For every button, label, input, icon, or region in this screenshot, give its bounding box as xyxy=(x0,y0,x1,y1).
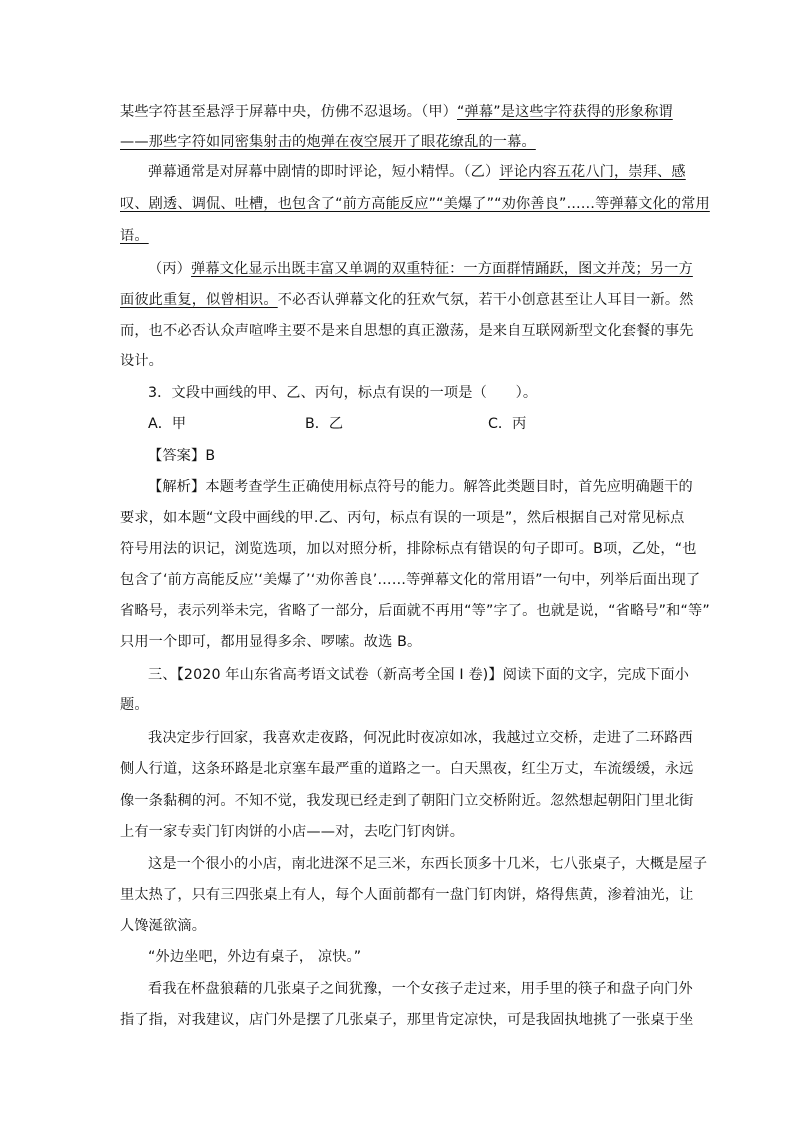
option-c: C．丙 xyxy=(488,416,527,432)
passage2-line-3: 像一条黏稠的河。不知不觉，我发现已经走到了朝阳门立交桥附近。忽然想起朝阳门里北街 xyxy=(120,793,694,809)
analysis-line-5: 省略号，表示列举未完，省略了一部分，后面就不再用“等”字了。也就是说，“省略号”和“等” xyxy=(120,603,710,619)
passage1-line-1 xyxy=(120,101,680,123)
passage1-text: 不必否认弹幕文化的狂欢气氛，若干小创意甚至让人耳目一新。然 xyxy=(277,292,694,308)
analysis-line-6: 只用一个即可，都用显得多余、啰嗦。故选 B。 xyxy=(120,634,422,650)
option-b: B．乙 xyxy=(305,416,344,432)
analysis-line-4: 包含了‘前方高能反应’‘美爆了’‘劝你善良’……等弹幕文化的常用语”一句中，列举后面出现了 xyxy=(120,572,701,588)
passage1-line-6 xyxy=(148,258,693,280)
underlined-sentence-jia: “弹幕”是这些字符获得的形象称谓 xyxy=(457,104,673,120)
passage1-line-9: 设计。 xyxy=(120,353,164,369)
underlined-sentence-bing: 弹幕文化显示出既丰富又单调的双重特征：一方面群情踊跃，图文并茂；另一方 xyxy=(191,261,693,277)
underlined-sentence-yi-end: 语。 xyxy=(120,228,149,244)
option-a: A．甲 xyxy=(148,416,187,432)
question-stem: 3．文段中画线的甲、乙、丙句，标点有误的一项是（ ）。 xyxy=(148,385,538,401)
passage2-line-8: “外边坐吧，外边有桌子， 凉快。” xyxy=(148,949,362,965)
passage2-line-6: 里太热了，只有三四张桌上有人，每个人面前都有一盘门钉肉饼，烙得焦黄，渗着油光，让 xyxy=(120,887,694,903)
passage2-line-10: 指了指，对我建议，店门外是摆了几张桌子，那里肯定凉快，可是我固执地挑了一张桌于坐 xyxy=(120,1012,694,1028)
passage1-text: 弹幕通常是对屏幕中剧情的即时评论，短小精悍。（乙） xyxy=(148,164,500,180)
analysis-line-3: 符号用法的识记，浏览选项，加以对照分析，排除标点有错误的句子即可。B项，乙处，“也 xyxy=(120,541,697,557)
section3-heading-cont: 题。 xyxy=(120,697,149,713)
passage1-line-7 xyxy=(120,289,694,311)
passage2-line-2: 侧人行道，这条环路是北京塞车最严重的道路之一。白天黑夜，红尘万丈，车流缓缓，永远 xyxy=(120,761,694,777)
answer-line: 【答案】B xyxy=(148,448,216,464)
analysis-line-2: 要求，如本题“文段中画线的甲.乙、丙句，标点有误的一项是”，然后根据自己对常见标点 xyxy=(120,510,685,526)
underlined-sentence-bing-end: 面彼此重复，似曾相识。 xyxy=(120,292,278,308)
passage2-line-1: 我决定步行回家，我喜欢走夜路，何况此时夜凉如冰，我越过立交桥，走进了二环路西 xyxy=(148,730,693,746)
passage2-line-9: 看我在杯盘狼藉的几张桌子之间犹豫，一个女孩子走过来，用手里的筷子和盘子向门外 xyxy=(148,981,693,997)
passage1-line-3 xyxy=(148,161,686,183)
passage2-line-5: 这是一个很小的小店，南北进深不足三米，东西长顶多十几米，七八张桌子，大概是屋子 xyxy=(148,856,708,872)
analysis-line-1: 【解析】本题考查学生正确使用标点符号的能力。解答此类题目时，首先应明确题干的 xyxy=(148,479,693,495)
passage2-line-4: 上有一家专卖门钉肉饼的小店——对，去吃门钉肉饼。 xyxy=(120,824,465,840)
passage1-text: 某些字符甚至悬浮于屏幕中央，仿佛不忍退场。（甲） xyxy=(120,104,458,120)
underlined-sentence-yi-cont: 叹、剧透、调侃、吐槽，也包含了“前方高能反应”“美爆了”“劝你善良”……等弹幕文化的常用 xyxy=(120,196,710,212)
section3-heading: 三、【2020 年山东省高考语文试卷（新高考全国 I 卷)】阅读下面的文字，完成下面小 xyxy=(148,667,690,683)
passage2-line-7: 人馋涎欲滴。 xyxy=(120,918,207,934)
passage1-text: （丙） xyxy=(148,261,192,277)
underlined-sentence-yi: 评论内容五花八门，崇拜、感 xyxy=(499,164,686,180)
underlined-sentence-jia-cont: ——那些字符如同密集射击的炮弹在夜空展开了眼花缭乱的一幕。 xyxy=(120,134,536,150)
passage1-line-8: 而，也不必否认众声喧哗主要不是来自思想的真正激荡，是来自互联网新型文化套餐的事先 xyxy=(120,323,694,339)
